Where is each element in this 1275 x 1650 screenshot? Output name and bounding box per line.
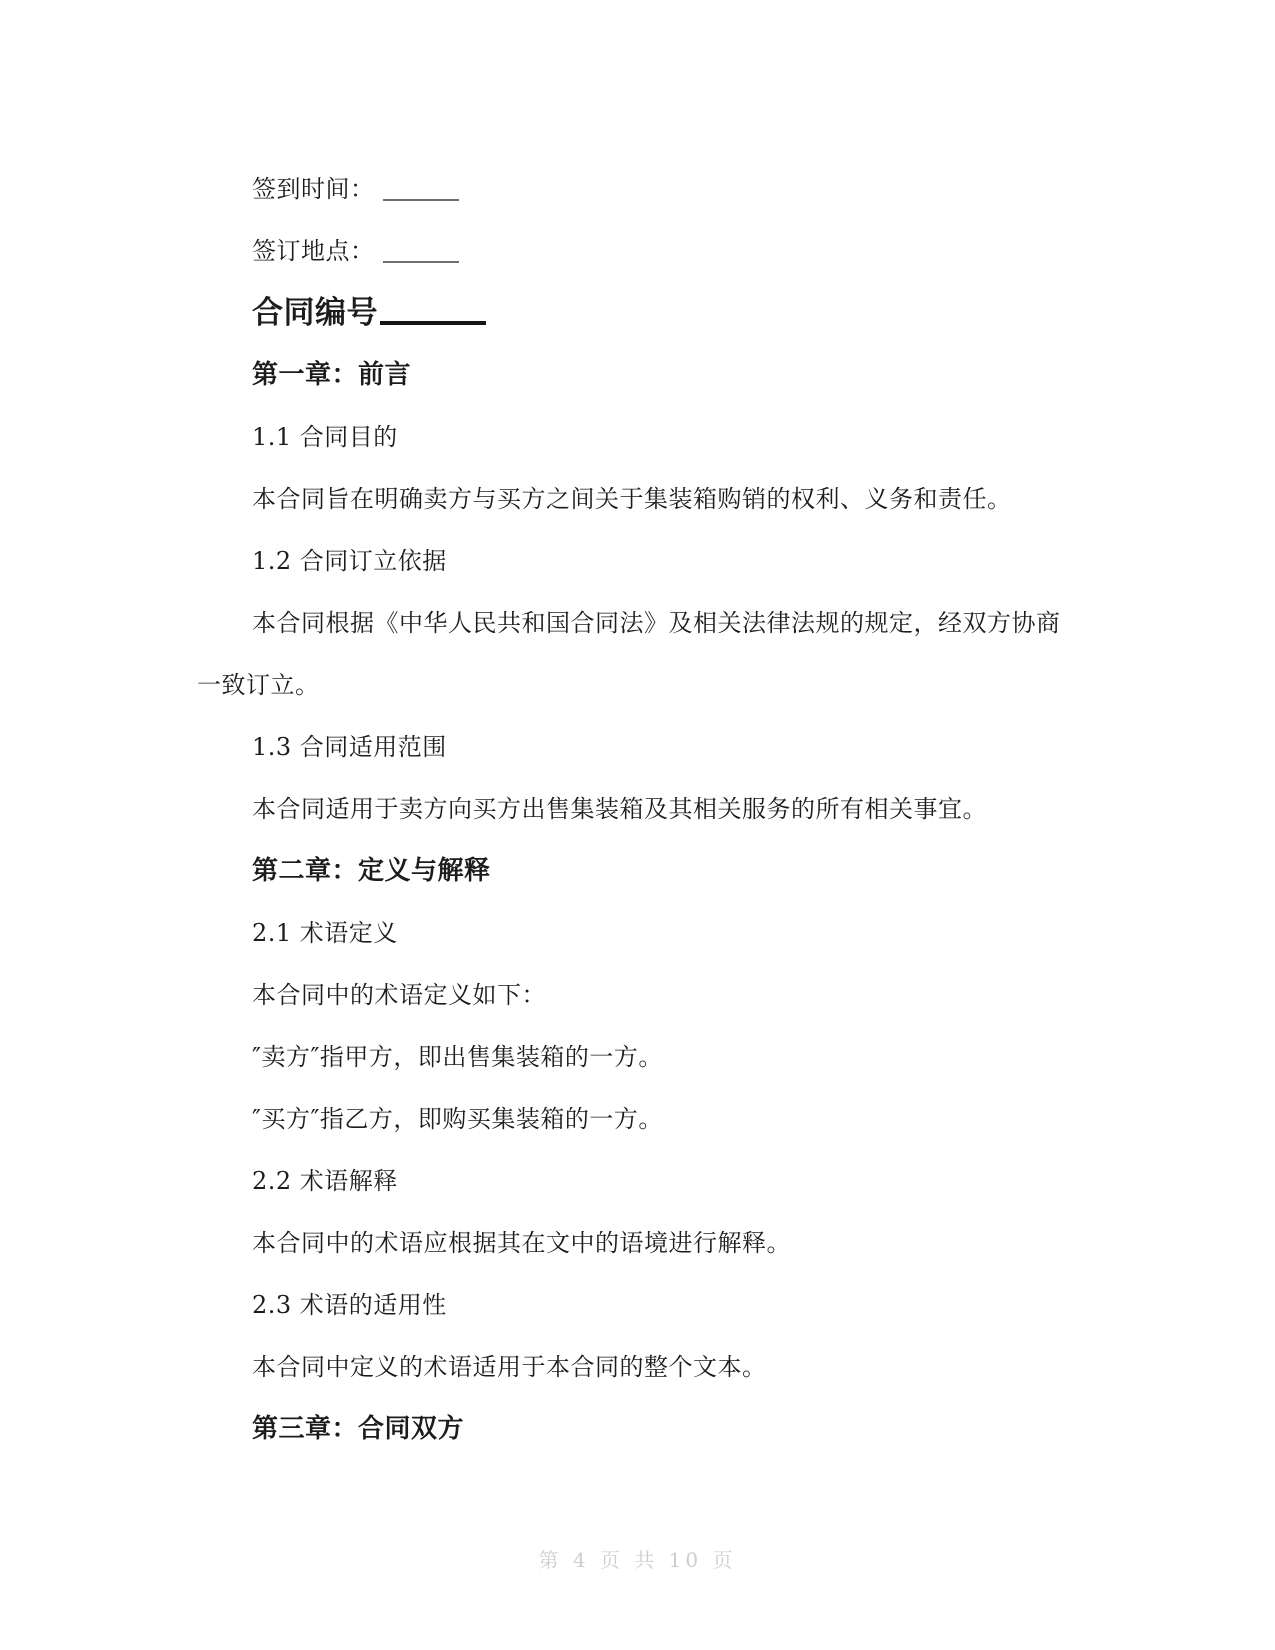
blank-underline xyxy=(383,199,459,201)
doc-line-body xyxy=(197,1040,1197,1102)
doc-line-body xyxy=(197,978,1197,1040)
doc-line-text: 1.3 合同适用范围 xyxy=(252,733,447,761)
doc-line-text: 本合同中定义的术语适用于本合同的整个文本。 xyxy=(252,1353,767,1381)
doc-line-text: 第二章：定义与解释 xyxy=(252,856,491,886)
doc-line-clause xyxy=(197,916,1197,978)
doc-line-clause xyxy=(197,544,1197,606)
doc-line-text: ″买方″指乙方，即购买集装箱的一方。 xyxy=(252,1105,663,1133)
doc-line-clause xyxy=(197,420,1197,482)
doc-line-text: 1.1 合同目的 xyxy=(252,423,398,451)
blank-underline xyxy=(383,261,459,263)
doc-line-text: 本合同中的术语定义如下： xyxy=(252,981,546,1009)
doc-line-text: 本合同根据《中华人民共和国合同法》及相关法律法规的规定，经双方协商 xyxy=(252,609,1061,637)
doc-line-text: ″卖方″指甲方，即出售集装箱的一方。 xyxy=(252,1043,663,1071)
doc-line-text: 2.3 术语的适用性 xyxy=(252,1291,447,1319)
page-footer xyxy=(0,1544,1275,1573)
contract-document-body xyxy=(197,172,1197,1474)
blank-underline xyxy=(380,321,486,325)
doc-line-text: 一致订立。 xyxy=(197,671,320,699)
doc-line-body xyxy=(197,1350,1197,1412)
doc-line-text: 第三章：合同双方 xyxy=(252,1414,465,1444)
page-number-text: 第 4 页 共 10 页 xyxy=(538,1548,737,1572)
doc-line-text: 本合同适用于卖方向买方出售集装箱及其相关服务的所有相关事宜。 xyxy=(252,795,987,823)
doc-line-clause xyxy=(197,1288,1197,1350)
doc-line-body xyxy=(197,606,1197,668)
doc-line-chapter xyxy=(197,854,1197,916)
doc-line-meta xyxy=(197,172,1197,234)
doc-line-body xyxy=(197,792,1197,854)
doc-line-chapter xyxy=(197,1412,1197,1474)
doc-line-contract-no xyxy=(197,296,1197,358)
doc-line-text: 本合同中的术语应根据其在文中的语境进行解释。 xyxy=(252,1229,791,1257)
doc-line-body-noindent xyxy=(197,668,1197,730)
doc-line-text: 第一章：前言 xyxy=(252,360,412,390)
doc-line-text: 2.1 术语定义 xyxy=(252,919,398,947)
doc-line-meta xyxy=(197,234,1197,296)
doc-line-body xyxy=(197,1226,1197,1288)
doc-line-text: 签订地点： xyxy=(252,237,375,265)
doc-line-text: 1.2 合同订立依据 xyxy=(252,547,447,575)
doc-line-clause xyxy=(197,1164,1197,1226)
doc-line-body xyxy=(197,1102,1197,1164)
doc-line-text: 本合同旨在明确卖方与买方之间关于集装箱购销的权利、义务和责任。 xyxy=(252,485,1012,513)
doc-line-body xyxy=(197,482,1197,544)
doc-line-text: 2.2 术语解释 xyxy=(252,1167,398,1195)
doc-line-clause xyxy=(197,730,1197,792)
doc-line-text: 签到时间： xyxy=(252,175,375,203)
doc-line-text: 合同编号 xyxy=(252,295,378,331)
doc-line-chapter xyxy=(197,358,1197,420)
